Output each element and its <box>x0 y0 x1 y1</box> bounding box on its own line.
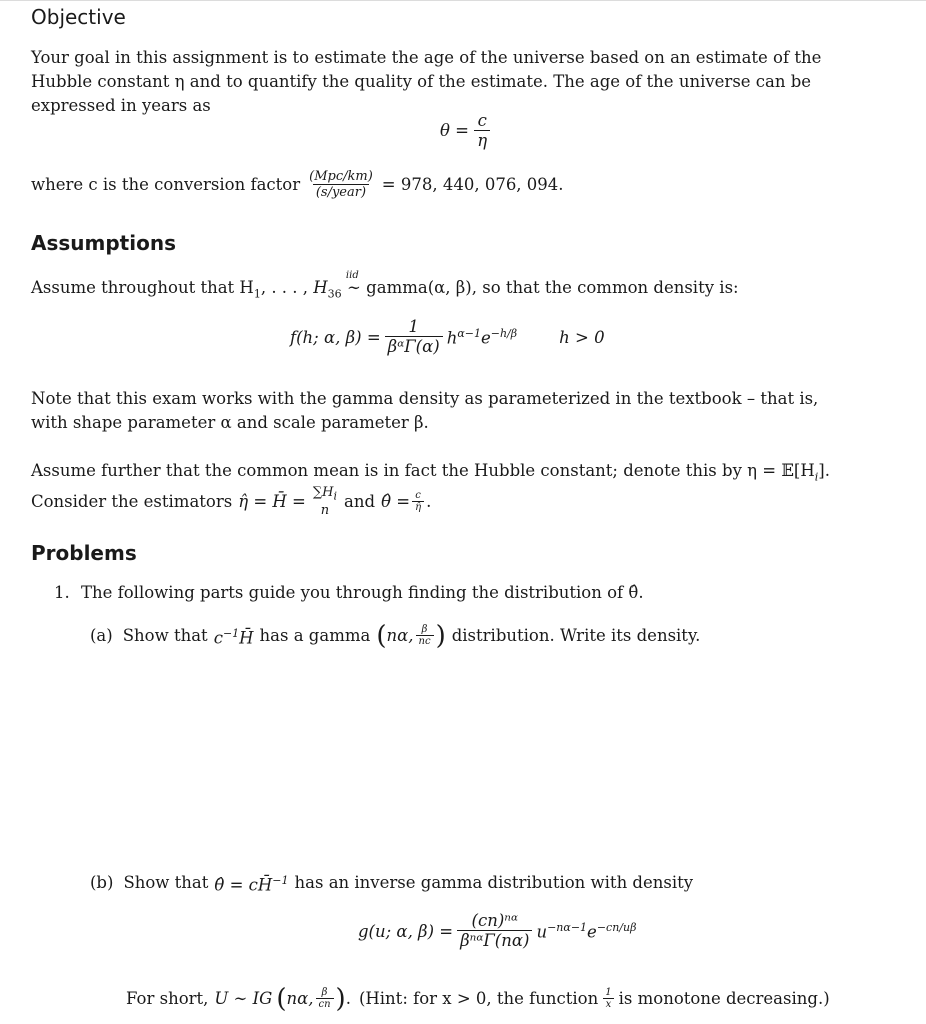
g-lhs: g(u; α, β) = <box>358 921 454 941</box>
conversion-num: (Mpc/km) <box>309 169 373 184</box>
density-condition: h > 0 <box>559 327 605 347</box>
short-hint: (Hint: for x > 0, the function <box>358 989 599 1008</box>
age-eq-num: c <box>477 111 487 130</box>
assumptions-line-1b: gamma(α, β), so that the common density is: <box>366 278 739 297</box>
objective-line-3: expressed in years as <box>31 96 211 115</box>
part-a-text-1: Show that <box>122 626 208 646</box>
short-hint-2: is monotone decreasing.) <box>618 989 830 1008</box>
conversion-line <box>31 170 564 201</box>
conversion-den: (s/year) <box>313 184 369 201</box>
part-b: (b) Show that θ̂ = cH̄$^{-1}$ has an inverse gamma distribution with density <box>90 873 694 895</box>
age-eq-den: η <box>474 130 490 151</box>
g-num: (cn)ⁿᵅ <box>471 911 518 930</box>
problems-heading: Problems <box>31 541 137 565</box>
density-lhs: f(h; α, β) = <box>290 327 381 347</box>
assumptions-heading: Assumptions <box>31 231 176 255</box>
age-eq-lhs: θ = <box>440 120 470 140</box>
part-b-text-2: has an inverse gamma distribution with density <box>294 873 694 893</box>
inverse-gamma-density-equation: g(u; α, β) = $\frac{\text{(cn)ⁿᵅ}}{\text{βⁿᵅΓ(nα)}}$ $u^{-n\alpha-1}e^{-cn/u\beta}$ <box>358 911 637 951</box>
problem-1-text: The following parts guide you through finding the distribution of θ̂. <box>81 583 644 602</box>
objective-line-2: Hubble constant η and to quantify the quality of the estimate. The age of the universe can be <box>31 72 812 91</box>
estimators-prefix: Consider the estimators <box>31 492 233 512</box>
short-prefix: For short, <box>126 989 209 1008</box>
age-equation <box>440 112 490 151</box>
mean-line-1-text: Assume further that the common mean is in fact the Hubble constant; denote this by η = 𝔼[H <box>31 461 815 480</box>
objective-line-1: Your goal in this assignment is to estimate the age of the universe based on an estimate of the <box>31 48 822 67</box>
estimators-and: and <box>344 492 376 512</box>
density-num: 1 <box>408 317 419 336</box>
note-line-1: Note that this exam works with the gamma density as parameterized in the textbook – that is, <box>31 389 819 408</box>
assumptions-line-1a: Assume throughout that H <box>31 278 254 297</box>
part-a-text-2: has a gamma <box>259 626 371 646</box>
assumptions-line-1: Assume throughout that $H_1$, . . . , $H_{36}$ ∼ iid gamma(α, β), so that the common density is: <box>31 276 739 306</box>
problem-1-number: 1. <box>54 583 70 602</box>
iid-label: iid <box>345 270 359 281</box>
part-a: (a) Show that $c^{-1}H̄$ has a gamma ( nα, $\frac{\beta}{nc}$ ) distribution. Write its density. <box>90 621 701 652</box>
part-b-label: (b) <box>90 873 114 893</box>
conversion-value: = 978, 440, 076, 094. <box>381 175 564 195</box>
mean-line-1: Assume further that the common mean is in fact the Hubble constant; denote this by $\eta = 𝔼[H_i]$. <box>31 461 830 484</box>
conversion-prefix: where c is the conversion factor <box>31 175 301 195</box>
gamma-density-equation: f(h; α, β) = $\frac{1}{\text{βᵅΓ(α)}}$ $h^{\alpha-1}e^{-h/\beta}$ h > 0 <box>290 317 605 357</box>
part-a-text-3: distribution. Write its density. <box>451 626 701 646</box>
mean-line-2: Consider the estimators η̂ = H̄ = $\sum H_i$ n and θ̂ = $\frac{c}{\etâ}$ . <box>31 485 432 518</box>
part-a-label: (a) <box>90 626 113 646</box>
density-den: βᵅΓ(α) <box>385 336 443 357</box>
part-b-text-1: Show that <box>123 873 209 893</box>
top-divider <box>0 0 926 1</box>
g-den: βⁿᵅΓ(nα) <box>457 930 532 951</box>
short-notation-line: For short, U ∼ IG ( nα, $\frac{\beta}{cn}$ ) . (Hint: for x > 0, the function $\frac{1}{x}$ is monotone decreasing.) <box>126 984 830 1014</box>
problem-1 <box>54 581 644 605</box>
objective-heading: Objective <box>31 5 126 29</box>
note-line-2: with shape parameter α and scale parameter β. <box>31 413 429 432</box>
